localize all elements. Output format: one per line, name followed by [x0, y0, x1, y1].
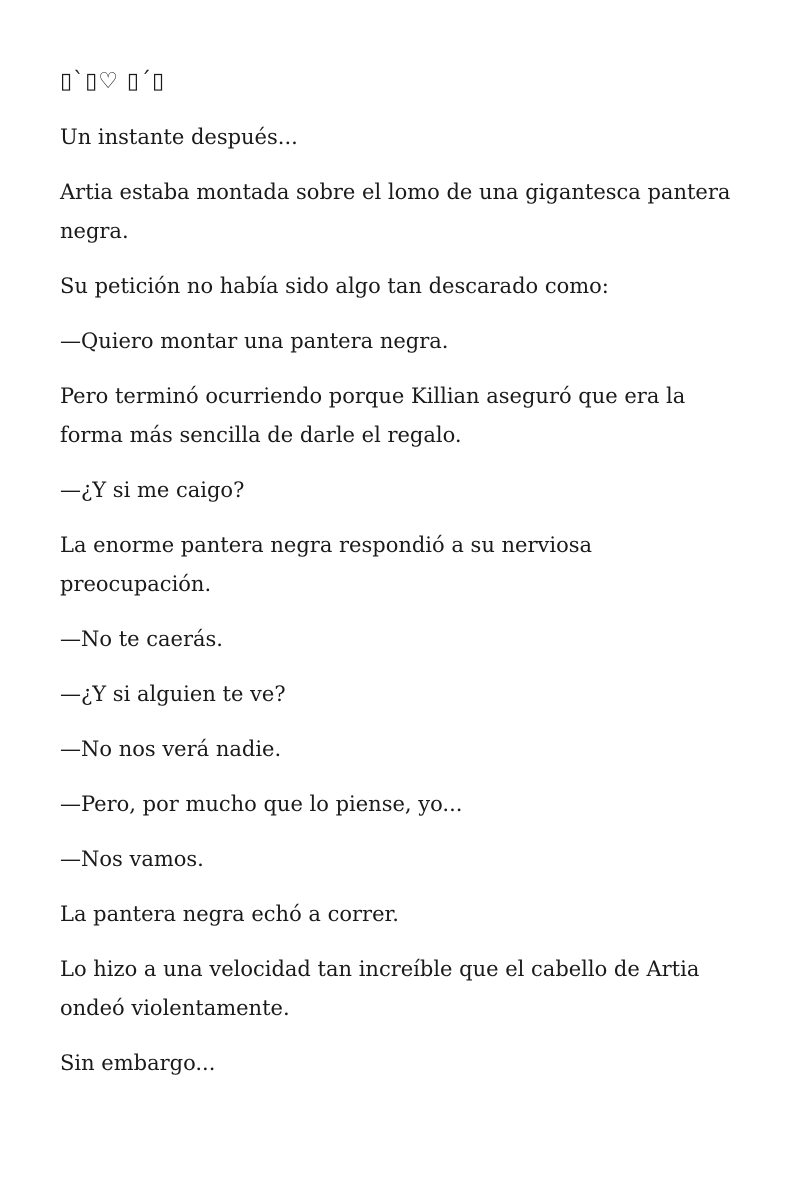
section-separator: ▯`▯♡ ▯´▯ — [60, 69, 166, 94]
dialogue-line: —Nos vamos. — [60, 847, 204, 871]
paragraph: Pero terminó ocurriendo porque Killian aseguró que era la forma más sencilla de darle el regalo. — [60, 384, 686, 447]
dialogue-line: —Quiero montar una pantera negra. — [60, 329, 449, 353]
paragraph: Su petición no había sido algo tan descarado como: — [60, 274, 609, 298]
paragraph: Un instante después... — [60, 125, 298, 149]
paragraph: Lo hizo a una velocidad tan increíble que el cabello de Artia ondeó violentamente. — [60, 957, 700, 1020]
dialogue-line: —¿Y si me caigo? — [60, 478, 245, 502]
paragraph: La pantera negra echó a correr. — [60, 902, 399, 926]
document-page — [60, 64, 740, 1099]
dialogue-line: —¿Y si alguien te ve? — [60, 682, 286, 706]
paragraph: La enorme pantera negra respondió a su nerviosa preocupación. — [60, 533, 593, 596]
dialogue-line: —No nos verá nadie. — [60, 737, 282, 761]
paragraph: Artia estaba montada sobre el lomo de una gigantesca pantera negra. — [60, 180, 731, 243]
dialogue-line: —No te caerás. — [60, 627, 223, 651]
paragraph: Sin embargo... — [60, 1051, 216, 1075]
dialogue-line: —Pero, por mucho que lo piense, yo... — [60, 792, 463, 816]
